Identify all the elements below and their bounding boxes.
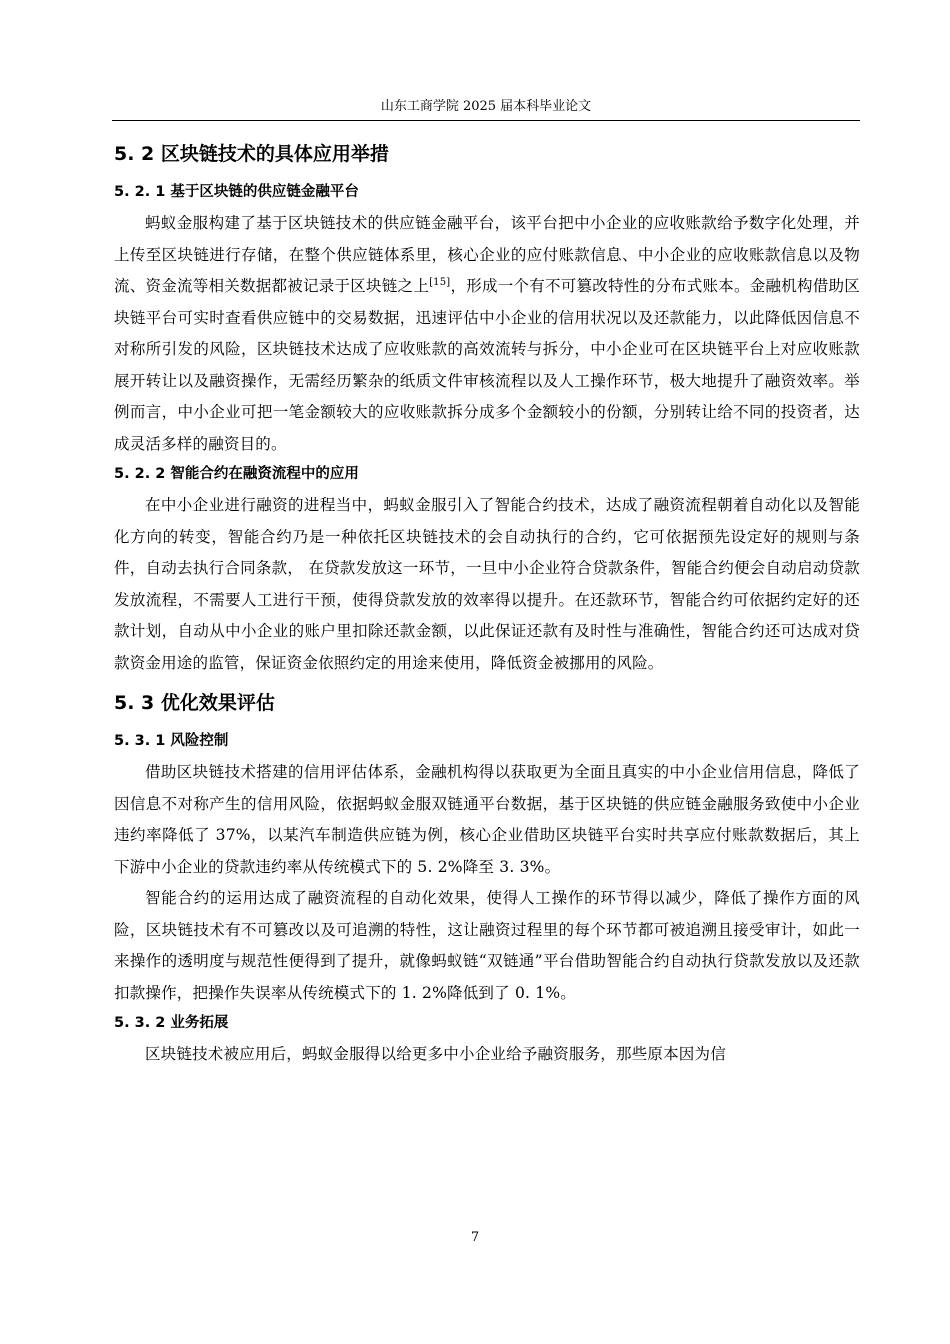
paragraph-text: 蚂蚁金服构建了基于区块链技术的供应链金融平台，该平台把中小企业的应收账款给予数字化处理，并上传至区块链进行存储，在整个供应链体系里，核心企业的应付账款信息、中小企业的应收账款信息以及物流、资金流等相关数据都被记录于区块链之上 xyxy=(114,214,860,295)
paragraph-text: 借助区块链技术搭建的信用评估体系，金融机构得以获取更为全面且真实的中小企业信用信息，降低了因信息不对称产生的信用风险，依据蚂蚁金服双链通平台数据，基于区块链的供应链金融服务致使中小企业违约率降低了 37%，以某汽车制造供应链为例，核心企业借助区块链平台实时共享应付账款数据后，其上下游中小企业的贷款违约率从传统模式下的 5. 2%降至 3. 3%。 xyxy=(114,763,860,876)
paragraph-text: 智能合约的运用达成了融资流程的自动化效果，使得人工操作的环节得以减少，降低了操作方面的风险，区块链技术有不可篡改以及可追溯的特性，这让融资过程里的每个环节都可被追溯且接受审计，如此一来操作的透明度与规范性便得到了提升，就像蚂蚁链“双链通”平台借助智能合约自动执行贷款发放以及还款扣款操作，把操作失误率从传统模式下的 1. 2%降低到了 0. 1%。 xyxy=(114,889,860,1002)
page-content xyxy=(114,136,860,1071)
subsection-heading-5-2-2: 5. 2. 2 智能合约在融资流程中的应用 xyxy=(114,466,359,482)
paragraph-text: 在中小企业进行融资的进程当中，蚂蚁金服引入了智能合约技术，达成了融资流程朝着自动化以及智能化方向的转变，智能合约乃是一种依托区块链技术的会自动执行的合约，它可依据预先设定好的规则与条件，自动去执行合同条款， 在贷款发放这一环节，一旦中小企业符合贷款条件，智能合约便会自动启动贷款发放流程，不需要人工进行干预，使得贷款发放的效率得以提升。在还款环节，智能合约可依据约定好的还款计划，自动从中小企业的账户里扣除还款金额，以此保证还款有及时性与准确性，智能合约还可达成对贷款资金用途的监管，保证资金依照约定的用途来使用，降低资金被挪用的风险。 xyxy=(114,496,860,672)
paragraph-5-3-1-2 xyxy=(114,883,860,1009)
header-rule xyxy=(112,120,860,121)
subsection-heading-5-2-1: 5. 2. 1 基于区块链的供应链金融平台 xyxy=(114,184,359,200)
page-number: 7 xyxy=(470,1230,480,1245)
paragraph-5-2-1-1 xyxy=(114,208,860,460)
paragraph-text: 区块链技术被应用后，蚂蚁金服得以给更多中小企业给予融资服务，那些原本因为信 xyxy=(145,1045,726,1063)
subsection-heading-5-3-1: 5. 3. 1 风险控制 xyxy=(114,733,229,749)
paragraph-5-3-1-1 xyxy=(114,757,860,883)
paragraph-5-3-2-1 xyxy=(114,1039,860,1071)
paragraph-5-2-2-1 xyxy=(114,490,860,679)
running-header: 山东工商学院 2025 届本科毕业论文 xyxy=(380,99,592,114)
section-heading-5-3: 5. 3 优化效果评估 xyxy=(114,692,275,714)
citation-marker: [15] xyxy=(429,276,451,288)
section-heading-5-2: 5. 2 区块链技术的具体应用举措 xyxy=(114,143,389,165)
subsection-heading-5-3-2: 5. 3. 2 业务拓展 xyxy=(114,1015,229,1031)
paragraph-text-continued: ，形成一个有不可篡改特性的分布式账本。金融机构借助区块链平台可实时查看供应链中的交易数据，迅速评估中小企业的信用状况以及还款能力，以此降低因信息不对称所引发的风险，区块链技术达成了应收账款的高效流转与拆分，中小企业可在区块链平台上对应收账款展开转让以及融资操作，无需经历繁杂的纸质文件审核流程以及人工操作环节，极大地提升了融资效率。举例而言，中小企业可把一笔金额较大的应收账款拆分成多个金额较小的份额，分别转让给不同的投资者，达成灵活多样的融资目的。 xyxy=(114,277,860,453)
